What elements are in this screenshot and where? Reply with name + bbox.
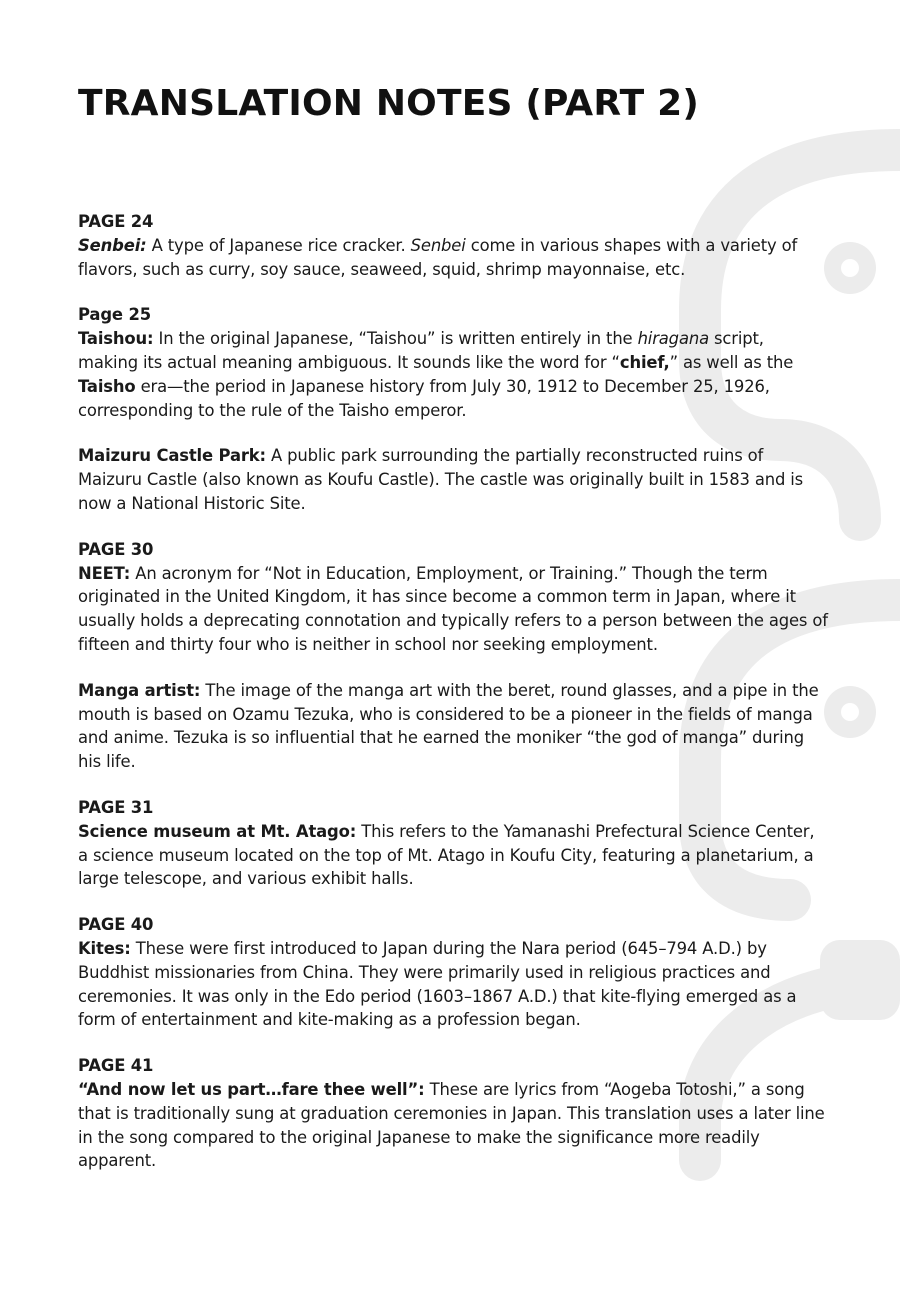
page-heading: PAGE 30	[78, 539, 154, 559]
note-term: Kites:	[78, 938, 131, 958]
note-body: Senbei: A type of Japanese rice cracker. Senbei come in various shapes with a variety of flavors, such as curry, soy sauce, seaweed, squid, shrimp mayonnaise, etc.	[78, 235, 798, 279]
note-body: Science museum at Mt. Atago: This refers to the Yamanashi Prefectural Science Center, a science museum located on the top of Mt. Atago in Koufu City, featuring a planetarium, a large telescope, and various exhibit halls.	[78, 821, 815, 889]
note-body: Maizuru Castle Park: A public park surrounding the partially reconstructed ruins of Maizuru Castle (also known as Koufu Castle). The castle was originally built in 1583 and is now a National Historic Site.	[78, 446, 804, 513]
page-heading: PAGE 40	[78, 915, 154, 935]
page-heading: PAGE 31	[78, 797, 154, 817]
note-term: “And now let us part…fare thee well”:	[78, 1079, 425, 1099]
translation-notes	[78, 84, 828, 1195]
note-body: NEET: An acronym for “Not in Education, Employment, or Training.” Though the term originated in the United Kingdom, it has since become a common term in Japan, where it usually holds a deprecating connotation and typically refers to a person between the ages of fifteen and thirty four who is neither in school nor seeking employment.	[78, 563, 828, 654]
note-term: Science museum at Mt. Atago:	[78, 821, 357, 841]
note-aogeba-totoshi	[78, 1054, 828, 1173]
note-maizuru-castle-park	[78, 444, 828, 515]
note-term: Taishou:	[78, 329, 154, 349]
note-body: Manga artist: The image of the manga art with the beret, round glasses, and a pipe in the mouth is based on Ozamu Tezuka, who is considered to be a pioneer in the fields of manga and anime. Tezuka is so influential that he earned the moniker “the god of manga” during his life.	[78, 680, 819, 772]
note-taishou	[78, 303, 828, 422]
note-term: Senbei:	[78, 235, 147, 255]
note-body: “And now let us part…fare thee well”: These are lyrics from “Aogeba Totoshi,” a song that is traditionally sung at graduation ceremonies in Japan. This translation uses a later line in the song compared to the original Japanese to make the significance more readily apparent.	[78, 1079, 825, 1171]
page-heading: PAGE 41	[78, 1056, 154, 1076]
notes-list	[78, 210, 828, 1173]
note-science-museum	[78, 796, 828, 891]
note-neet	[78, 538, 828, 657]
note-kites	[78, 913, 828, 1032]
note-body: Kites: These were first introduced to Japan during the Nara period (645–794 A.D.) by Buddhist missionaries from China. They were primarily used in religious practices and ceremonies. It was only in the Edo period (1603–1867 A.D.) that kite-flying emerged as a form of entertainment and kite-making as a profession began.	[78, 938, 797, 1030]
note-senbei	[78, 210, 828, 281]
note-body: Taishou: In the original Japanese, “Taishou” is written entirely in the hiragana script, making its actual meaning ambiguous. It sounds like the word for “chief,” as well as the Taisho era—the period in Japanese history from July 30, 1912 to December 25, 1926, corresponding to the rule of the Taisho emperor.	[78, 329, 794, 420]
note-term: Maizuru Castle Park:	[78, 446, 266, 466]
note-term: NEET:	[78, 563, 131, 583]
page-heading: PAGE 24	[78, 212, 154, 231]
note-manga-artist	[78, 679, 828, 774]
note-term: Manga artist:	[78, 680, 201, 700]
decor-bar	[820, 940, 900, 1020]
page-heading: Page 25	[78, 305, 151, 325]
page-title: TRANSLATION NOTES (PART 2)	[78, 83, 700, 124]
